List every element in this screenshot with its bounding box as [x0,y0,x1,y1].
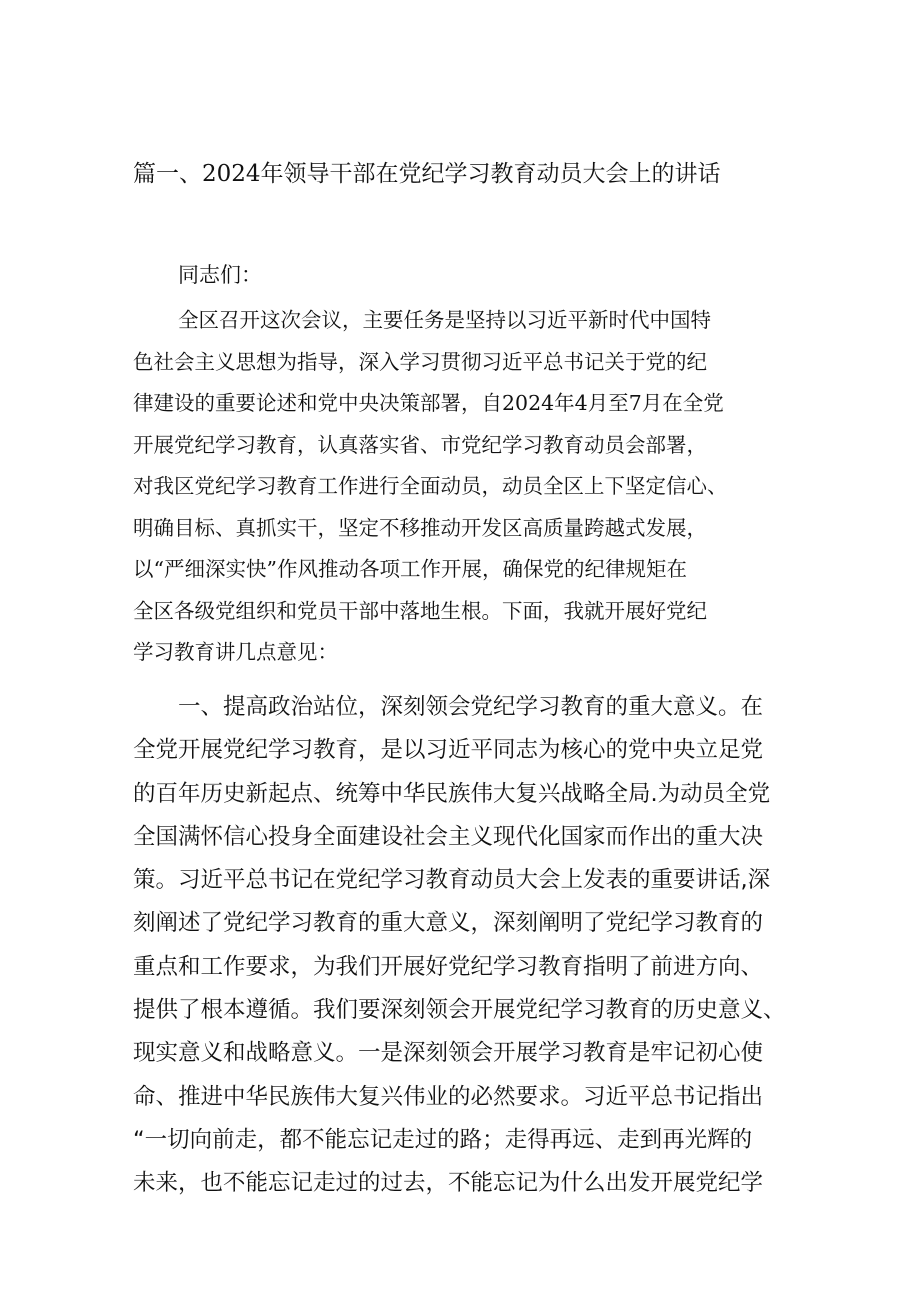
paragraph-line: 律建设的重要论述和党中央决策部署，自2024年4月至7月在全党 [133,391,724,415]
paragraph-line: 刻阐述了党纪学习教育的重大意义，深刻阐明了党纪学习教育的 [133,910,764,937]
paragraph-line: 现实意义和战略意义。一是深刻领会开展学习教育是牢记初心使 [133,1040,764,1067]
paragraph-line: 策。习近平总书记在党纪学习教育动员大会上发表的重要讲话,深 [133,867,771,894]
paragraph-line: “一切向前走，都不能忘记走过的路；走得再远、走到再光辉的 [133,1126,753,1153]
paragraph-line: 以“严细深实快”作风推动各项工作开展，确保党的纪律规矩在 [133,557,687,581]
paragraph-line: 提供了根本遵循。我们要深刻领会开展党纪学习教育的历史意义、 [133,997,786,1024]
paragraph-line: 开展党纪学习教育，认真落实省、市党纪学习教育动员会部署， [133,432,707,457]
paragraph-line: 学习教育讲几点意见： [133,640,338,664]
section-heading-line: 一、提高政治站位，深刻领会党纪学习教育的重大意义。在 [178,694,764,720]
paragraph-line: 命、推进中华民族伟大复兴伟业的必然要求。习近平总书记指出 [133,1083,764,1110]
paragraph-line: 未来，也不能忘记走过的过去，不能忘记为什么出发开展党纪学 [133,1170,764,1197]
paragraph-line: 重点和工作要求，为我们开展好党纪学习教育指明了前进方向、 [133,953,764,980]
paragraph-line: 对我区党纪学习教育工作进行全面动员，动员全区上下坚定信心、 [133,474,728,498]
paragraph-line: 全区各级党组织和党员干部中落地生根。下面，我就开展好党纪 [133,598,707,623]
paragraph-line: 的百年历史新起点、统筹中华民族伟大复兴战略全局.为动员全党 [133,780,771,807]
paragraph-line: 色社会主义思想为指导，深入学习贯彻习近平总书记关于党的纪 [133,349,707,374]
paragraph-line: 全国满怀信心投身全面建设社会主义现代化国家而作出的重大决 [133,823,764,850]
paragraph-section-one [133,686,793,1206]
paragraph-opening [133,300,793,674]
paragraph-line: 明确目标、真抓实干，坚定不移推动开发区高质量跨越式发展， [133,515,707,540]
paragraph-line: 全区召开这次会议，主要任务是坚持以习近平新时代中国特 [178,308,711,332]
salutation: 同志们： [178,263,262,287]
paragraph-line: 全党开展党纪学习教育，是以习近平同志为核心的党中央立足党 [133,737,764,764]
document-title: 篇一、2024年领导干部在党纪学习教育动员大会上的讲话 [133,161,721,187]
